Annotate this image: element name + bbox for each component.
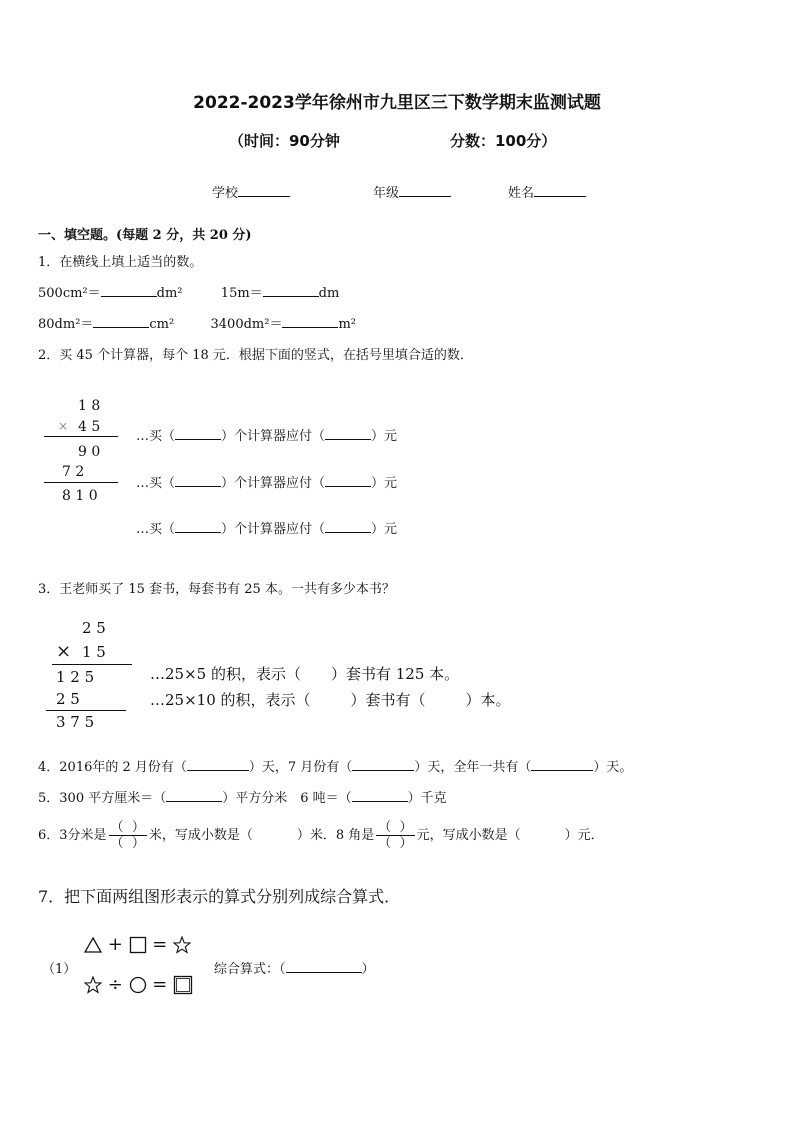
q5-p3: ）千克 (407, 791, 447, 806)
q2-l1-c: ）元 (371, 429, 398, 444)
q7-answer-close: ） (361, 962, 375, 977)
q4-blank3[interactable] (531, 758, 593, 771)
q1-d-unit: m² (338, 317, 357, 332)
q1-a-left: 500cm²＝ (38, 286, 101, 301)
q2-l3-c: ）元 (371, 522, 398, 537)
q3-line2 (150, 689, 511, 710)
q2-l2-blank1[interactable] (175, 474, 221, 487)
exam-time: （时间：90分钟 (229, 132, 340, 150)
q6-f2-den-close: ） (399, 836, 413, 851)
star-icon (84, 976, 102, 994)
q6-f1-num-open: （ (110, 820, 124, 835)
q5-p2: ）平方分米 6 吨＝（ (222, 791, 352, 806)
q7-label: （1） (42, 962, 77, 977)
grade-blank[interactable] (399, 184, 451, 197)
q3-calc-row5: 3 7 5 (56, 713, 95, 731)
q7-answer (214, 958, 375, 977)
square-icon (173, 975, 193, 995)
q2-calc-line2 (44, 482, 118, 483)
name-field (508, 182, 586, 201)
q2-stem: 2．买 45 个计算器，每个 18 元．根据下面的竖式，在括号里填合适的数． (38, 348, 473, 363)
q2-l1-b: ）个计算器应付（ (221, 429, 326, 444)
q4-p3: ）天，全年一共有（ (414, 760, 532, 775)
q3-calc-row4: 2 5 (56, 690, 80, 708)
q2-l3-b: ）个计算器应付（ (221, 522, 326, 537)
q2-l3-a: …买（ (136, 522, 176, 537)
q6-f1-num-close: ） (131, 820, 145, 835)
q1-b-blank[interactable] (263, 284, 319, 297)
q6-f2-num-close: ） (399, 820, 413, 835)
q2-calc-row3: 9 0 (78, 444, 101, 460)
q1-a-blank[interactable] (101, 284, 157, 297)
q2-l3-blank1[interactable] (175, 520, 221, 533)
q5-blank2[interactable] (352, 789, 408, 802)
q6 (38, 820, 604, 851)
q2-l1-blank2[interactable] (325, 427, 371, 440)
q1-a-unit: dm² (156, 286, 183, 301)
q7-stem: 7．把下面两组图形表示的算式分别列成综合算式． (38, 887, 401, 906)
square-icon (129, 936, 147, 954)
q3-calc-line2 (46, 710, 126, 711)
grade-label: 年级 (373, 186, 400, 201)
q2-calc-row5: 8 1 0 (62, 488, 98, 504)
q1-row1 (38, 282, 339, 301)
school-label: 学校 (212, 186, 239, 201)
q6-f2-num-open: （ (378, 820, 392, 835)
q7-answer-blank[interactable] (286, 960, 362, 973)
name-blank[interactable] (534, 184, 586, 197)
q3-line1: …25×5 的积，表示（ ）套书有 125 本。 (150, 665, 460, 683)
exam-score: 分数：100分） (450, 132, 557, 150)
school-field (212, 182, 290, 201)
q2-l1-blank1[interactable] (175, 427, 221, 440)
q6-p5: ）元． (564, 828, 604, 843)
q6-p4: 元，写成小数是（ (416, 828, 521, 843)
q6-fraction2[interactable] (376, 820, 414, 851)
q3-calc-line1 (52, 664, 132, 665)
q3-l2-a: …25×10 的积，表示（ (150, 691, 311, 709)
q3-calc-times: × (56, 641, 72, 662)
page-title: 2022-2023学年徐州市九里区三下数学期末监测试题 (193, 93, 601, 113)
q1-c-unit: cm² (149, 317, 175, 332)
q4-p4: ）天。 (593, 760, 633, 775)
q7-answer-label: 综合算式：（ (214, 962, 286, 977)
q1-d-left: 3400dm²＝ (210, 317, 283, 332)
q3-l2-c: ）本。 (465, 691, 511, 709)
q5-p1: 5．300 平方厘米＝（ (38, 791, 167, 806)
q4-blank2[interactable] (352, 758, 414, 771)
circle-icon (129, 976, 147, 994)
q7-equals2: = (152, 974, 168, 995)
q7-equation2 (84, 974, 193, 995)
q6-f1-den-close: ） (131, 836, 145, 851)
q2-calc-times: × (58, 419, 69, 433)
q7-plus: + (107, 934, 123, 955)
q3-stem: 3．王老师买了 15 套书，每套书有 25 本。一共有多少本书？ (38, 582, 395, 597)
q1-c-left: 80dm²＝ (38, 317, 94, 332)
section-heading: 一、填空题。(每题 2 分，共 20 分) (38, 228, 252, 243)
q4-blank1[interactable] (187, 758, 249, 771)
q4 (38, 756, 632, 775)
q1-b-unit: dm (318, 286, 340, 301)
q5 (38, 787, 447, 806)
q5-blank1[interactable] (166, 789, 222, 802)
q2-l2-blank2[interactable] (325, 474, 371, 487)
q4-p1: 4．2016年的 2 月份有（ (38, 760, 187, 775)
q3-calc-row2: 1 5 (82, 643, 106, 661)
name-label: 姓名 (508, 186, 535, 201)
grade-field (373, 182, 451, 201)
q2-l2-c: ）元 (371, 476, 398, 491)
q2-calc-line1 (44, 436, 118, 437)
q2-line3 (136, 518, 397, 537)
q2-line1 (136, 425, 397, 444)
school-blank[interactable] (238, 184, 290, 197)
q6-p2: 米，写成小数是（ (148, 828, 253, 843)
q1-b-left: 15m＝ (220, 286, 263, 301)
q6-fraction1[interactable] (109, 820, 147, 851)
star-icon (173, 936, 191, 954)
q2-l3-blank2[interactable] (325, 520, 371, 533)
q7-equation1 (84, 934, 191, 955)
q2-calc-row4: 7 2 (62, 464, 85, 480)
q2-calc-row2: 4 5 (78, 419, 101, 435)
q1-d-blank[interactable] (282, 315, 338, 328)
q4-p2: ）天，7 月份有（ (248, 760, 353, 775)
q3-l2-b: ）套书有（ (350, 691, 426, 709)
q3-calc-row1: 2 5 (82, 619, 106, 637)
q6-p3: ）米．8 角是 (296, 828, 375, 843)
q2-calc-row1: 1 8 (78, 398, 101, 414)
q6-f1-den-open: （ (110, 836, 124, 851)
q7-equals1: = (152, 934, 168, 955)
q2-line2 (136, 472, 397, 491)
q2-l2-b: ）个计算器应付（ (221, 476, 326, 491)
q1-row2 (38, 313, 356, 332)
q7-divide: ÷ (107, 974, 123, 995)
q1-c-blank[interactable] (93, 315, 149, 328)
q6-f2-den-open: （ (378, 836, 392, 851)
triangle-icon (84, 936, 102, 954)
q2-l2-a: …买（ (136, 476, 176, 491)
q2-l1-a: …买（ (136, 429, 176, 444)
q6-p1: 6．3分米是 (38, 828, 107, 843)
q1-stem: 1．在横线上填上适当的数。 (38, 255, 203, 270)
q3-calc-row3: 1 2 5 (56, 668, 95, 686)
